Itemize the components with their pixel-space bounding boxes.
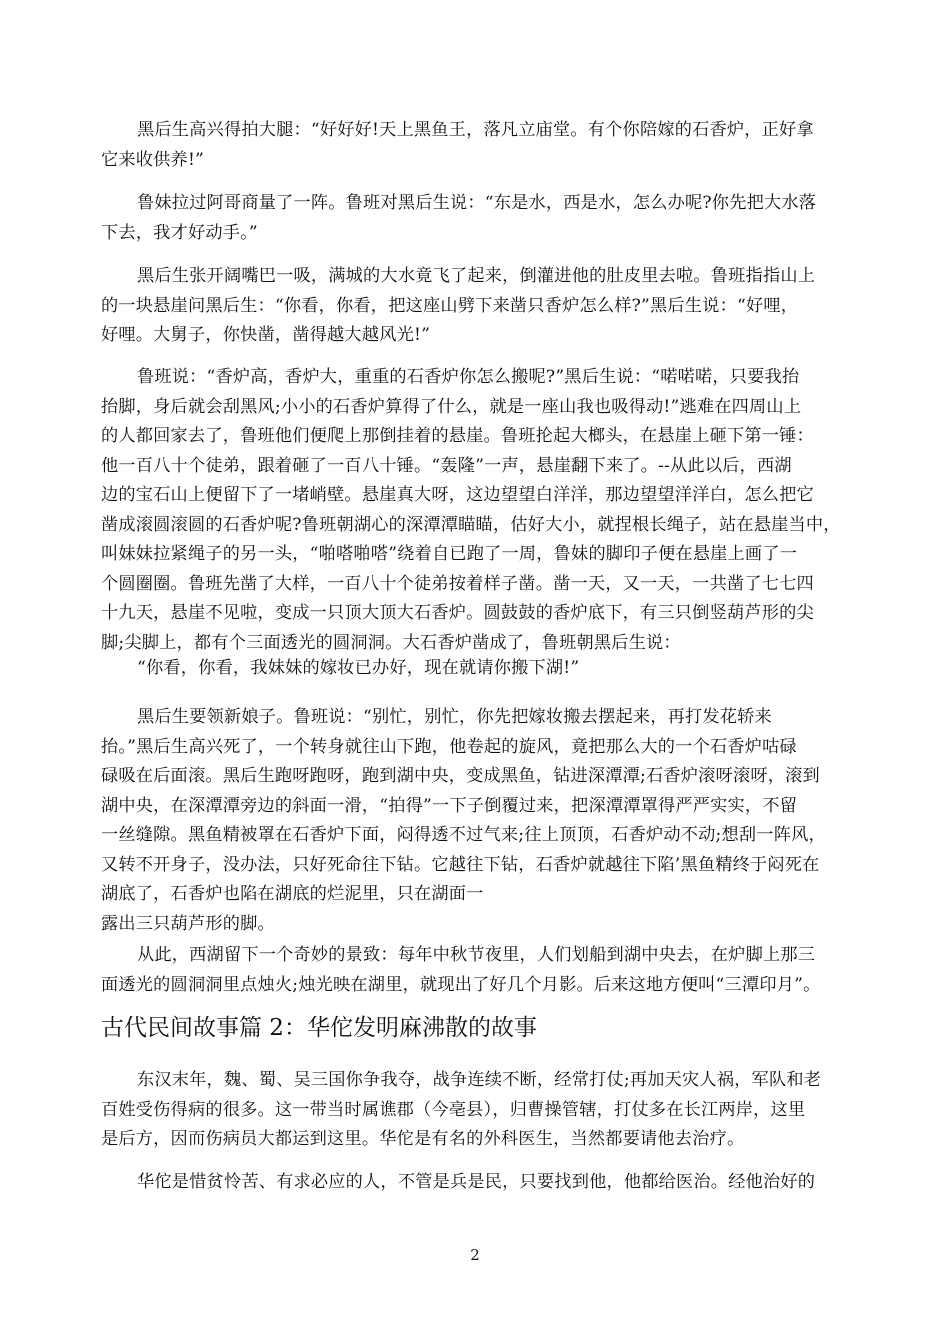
text-line: 一丝缝隙。黑鱼精被罩在石香炉下面，闷得透不过气来;往上顶顶，石香炉动不动;想刮一阵风， (101, 825, 826, 845)
text-line: 面透光的圆洞洞里点烛火;烛光映在湖里，就现出了好几个月影。后来这地方便叫“三潭印月”。 (101, 974, 821, 995)
text-line: 鲁班说：“香炉高，香炉大，重重的石香炉你怎么搬呢?”黑后生说：“喏喏喏，只要我抬 (137, 367, 800, 387)
text-line: 抬。”黑后生高兴死了，一个转身就往山下跑，他卷起的旋风，竟把那么大的一个石香炉咕碌 (101, 736, 797, 757)
text-line: 黑后生张开阔嘴巴一吸，满城的大水竟飞了起来，倒灌进他的肚皮里去啦。鲁班指指山上 (137, 266, 816, 286)
text-line: 边的宝石山上便留下了一堵峭壁。悬崖真大呀，这边望望白洋洋，那边望望洋洋白，怎么把它 (101, 485, 814, 505)
text-line: 脚;尖脚上，都有个三面透光的圆洞洞。大石香炉凿成了，鲁班朝黑后生说： (101, 632, 681, 653)
text-line: 的一块悬崖问黑后生：“你看，你看，把这座山劈下来凿只香炉怎么样?”黑后生说：“好哩， (101, 295, 799, 316)
paragraph (101, 116, 853, 175)
text-line: 是后方，因而伤病员大都运到这里。华佗是有名的外科医生，当然都要请他去治疗。 (101, 1129, 745, 1149)
text-line: 个圆圈圈。鲁班先凿了大样，一百八十个徒弟按着样子凿。凿一天，又一天，一共凿了七七四 (101, 573, 814, 594)
text-line: 叫妹妹拉紧绳子的另一头，“啪嗒啪嗒”绕着自已跑了一周，鲁妹的脚印子便在悬崖上画了一 (101, 544, 798, 564)
text-line: 黑后生高兴得拍大腿：“好好好!天上黑鱼王，落凡立庙堂。有个你陪嫁的石香炉，正好拿 (137, 120, 814, 140)
section-heading: 古代民间故事篇 2：华佗发明麻沸散的故事 (101, 1015, 537, 1041)
text-line: 他一百八十个徒弟，跟着砸了一百八十锤。“轰隆”一声，悬崖翻下来了。--从此以后，西湖 (101, 455, 792, 476)
text-line: 黑后生要领新娘子。鲁班说：“别忙，别忙，你先把嫁妆搬去摆起来，再打发花轿来 (137, 707, 772, 727)
paragraph (101, 189, 853, 248)
text-line: 凿成滚圆滚圆的石香炉呢?鲁班朝湖心的深潭潭瞄瞄，估好大小，就捏根长绳子，站在悬崖当中， (101, 514, 841, 535)
paragraph (101, 262, 853, 351)
text-line: 它来收供养!” (101, 149, 205, 170)
paragraph (101, 363, 853, 658)
text-line: 又转不开身子，没办法，只好死命往下钻。它越往下钻，石香炉就越往下陷’黑鱼精终于闷死在 (101, 854, 820, 875)
text-line: 下去，我才好动手。” (101, 222, 258, 243)
text-line: 抬脚，身后就会刮黑风;小小的石香炉算得了什么，就是一座山我也吸得动!”逃难在四周山上 (101, 396, 802, 417)
text-line: 湖底了，石香炉也陷在湖底的烂泥里，只在湖面一 (101, 884, 484, 904)
text-line: 从此，西湖留下一个奇妙的景致：每年中秋节夜里，人们划船到湖中央去，在炉脚上那三 (137, 945, 816, 965)
text-line: 鲁妹拉过阿哥商量了一阵。鲁班对黑后生说：“东是水，西是水，怎么办呢?你先把大水落 (137, 193, 817, 213)
text-line: 的人都回家去了，鲁班他们便爬上那倒挂着的悬崖。鲁班抡起大榔头，在悬崖上砸下第一锤： (101, 426, 814, 446)
paragraph (101, 703, 853, 939)
text-line: 十九天，悬崖不见啦，变成一只顶大顶大石香炉。圆鼓鼓的香炉底下，有三只倒竖葫芦形的尖 (101, 603, 814, 623)
text-line: 碌吸在后面滚。黑后生跑呀跑呀，跑到湖中央，变成黑鱼，钻进深潭潭;石香炉滚呀滚呀，滚到 (101, 766, 820, 786)
text-line: 百姓受伤得病的很多。这一带当时属谯郡（今亳县），归曹操管辖，打仗多在长江两岸，这里 (101, 1099, 806, 1120)
text-line: 好哩。大舅子，你快凿，凿得越大越风光!” (101, 325, 431, 345)
paragraph (101, 1066, 853, 1155)
text-line: 华佗是惜贫怜苦、有求必应的人，不管是兵是民，只要找到他，他都给医治。经他治好的 (137, 1172, 816, 1192)
text-line: “你看，你看，我妹妹的嫁妆已办好，现在就请你搬下湖!” (137, 658, 580, 678)
page-number: 2 (470, 1246, 480, 1264)
paragraph (101, 1168, 853, 1198)
text-line: 露出三只葫芦形的脚。 (101, 913, 275, 934)
paragraph (101, 654, 853, 684)
text-line: 湖中央，在深潭潭旁边的斜面一滑，“拍得”一下子倒覆过来，把深潭潭罩得严严实实，不留 (101, 795, 798, 816)
paragraph (101, 941, 853, 1000)
text-line: 东汉末年，魏、蜀、吴三国你争我夺，战争连续不断，经常打仗;再加天灾人祸，军队和老 (137, 1070, 822, 1090)
